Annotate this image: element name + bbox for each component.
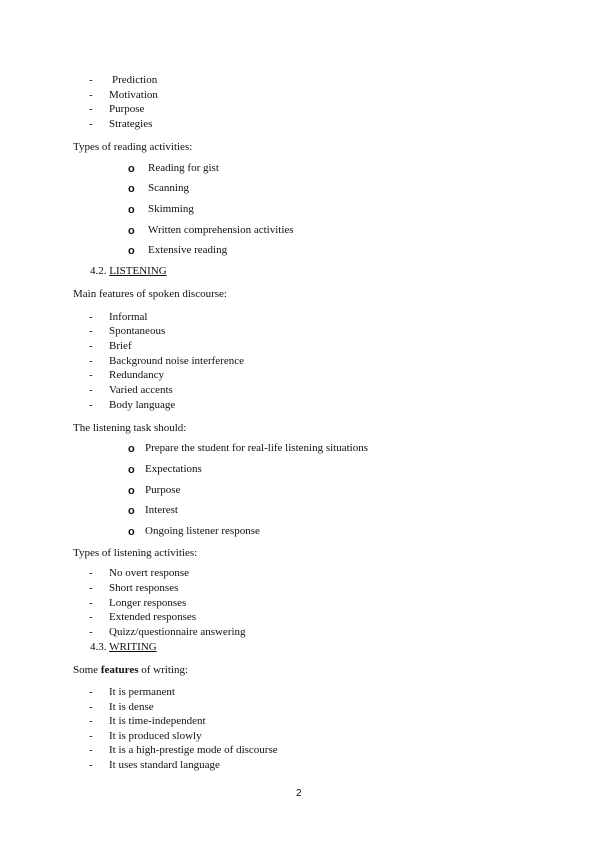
list-item: Prepare the student for real-life listening situations (145, 442, 368, 454)
list-item: It is dense (109, 701, 154, 713)
dash-bullet: - (89, 384, 93, 396)
dash-bullet: - (89, 399, 93, 411)
dash-bullet: - (89, 597, 93, 609)
dash-bullet: - (89, 744, 93, 756)
dash-bullet: - (89, 369, 93, 381)
list-item: Prediction (112, 74, 158, 86)
spoken-features-heading: Main features of spoken discourse: (73, 288, 227, 300)
circle-bullet: o (128, 485, 135, 497)
list-item: Body language (109, 399, 176, 411)
dash-bullet: - (89, 89, 93, 101)
circle-bullet: o (128, 163, 135, 175)
list-item: Background noise interference (109, 355, 244, 367)
dash-bullet: - (89, 74, 93, 86)
list-item: Extensive reading (148, 244, 228, 256)
circle-bullet: o (128, 183, 135, 195)
dash-bullet: - (89, 686, 93, 698)
list-item: Scanning (148, 182, 189, 194)
list-item: No overt response (109, 567, 190, 579)
list-item: Longer responses (109, 597, 187, 609)
dash-bullet: - (89, 118, 93, 130)
list-item: It uses standard language (109, 759, 220, 771)
listening-types-heading: Types of listening activities: (73, 547, 198, 559)
list-item: It is produced slowly (109, 730, 202, 742)
list-item: Brief (109, 340, 132, 352)
heading-prefix: Some (73, 664, 101, 676)
section-number: 4.2. (90, 265, 107, 277)
list-item: Purpose (145, 484, 181, 496)
section-heading-writing (90, 640, 157, 654)
section-heading-listening (90, 264, 167, 278)
list-item: Interest (145, 504, 178, 516)
dash-bullet: - (89, 582, 93, 594)
dash-bullet: - (89, 611, 93, 623)
list-item: Extended responses (109, 611, 197, 623)
list-item: Skimming (148, 203, 194, 215)
dash-bullet: - (89, 103, 93, 115)
list-item: Strategies (109, 118, 153, 130)
dash-bullet: - (89, 567, 93, 579)
list-item: Quizz/questionnaire answering (109, 626, 246, 638)
writing-features-heading (73, 663, 188, 677)
list-item: Purpose (109, 103, 145, 115)
list-item: Informal (109, 311, 148, 323)
dash-bullet: - (89, 759, 93, 771)
list-item: Varied accents (109, 384, 173, 396)
section-number: 4.3. (90, 641, 107, 653)
heading-suffix: of writing: (138, 664, 188, 676)
dash-bullet: - (89, 715, 93, 727)
list-item: Reading for gist (148, 162, 219, 174)
list-item: Ongoing listener response (145, 525, 260, 537)
section-title: LISTENING (109, 265, 167, 277)
listening-task-heading: The listening task should: (73, 422, 187, 434)
list-item: Spontaneous (109, 325, 166, 337)
circle-bullet: o (128, 505, 135, 517)
list-item: It is time-independent (109, 715, 206, 727)
circle-bullet: o (128, 225, 135, 237)
section-title: WRITING (109, 641, 157, 653)
dash-bullet: - (89, 311, 93, 323)
list-item: It is a high-prestige mode of discourse (109, 744, 278, 756)
list-item: Redundancy (109, 369, 164, 381)
circle-bullet: o (128, 204, 135, 216)
circle-bullet: o (128, 245, 135, 257)
list-item: It is permanent (109, 686, 175, 698)
list-item: Written comprehension activities (148, 224, 294, 236)
list-item: Expectations (145, 463, 202, 475)
dash-bullet: - (89, 340, 93, 352)
dash-bullet: - (89, 325, 93, 337)
dash-bullet: - (89, 730, 93, 742)
list-item: Short responses (109, 582, 179, 594)
dash-bullet: - (89, 355, 93, 367)
reading-types-heading: Types of reading activities: (73, 141, 193, 153)
dash-bullet: - (89, 701, 93, 713)
circle-bullet: o (128, 526, 135, 538)
dash-bullet: - (89, 626, 93, 638)
list-item: Motivation (109, 89, 158, 101)
page-number: 2 (296, 788, 302, 799)
circle-bullet: o (128, 443, 135, 455)
circle-bullet: o (128, 464, 135, 476)
heading-bold-word: features (100, 664, 139, 676)
